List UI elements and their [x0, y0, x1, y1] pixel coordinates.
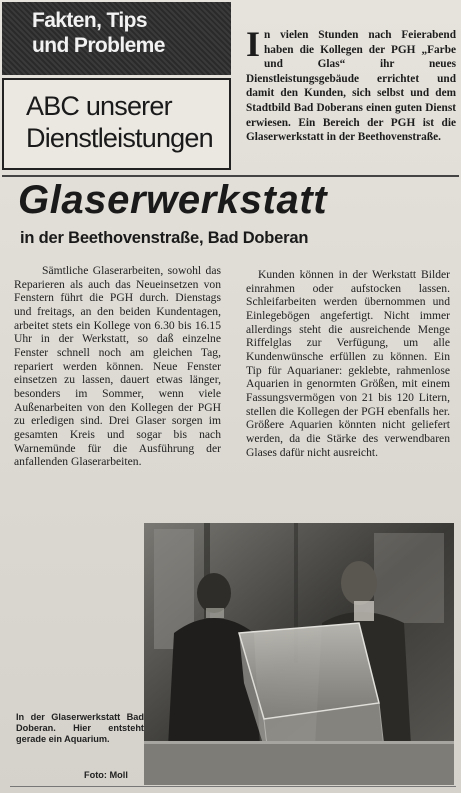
- divider-rule: [2, 175, 459, 177]
- intro-text: n vielen Stunden nach Feierabend haben die Kollegen der PGH „Farbe und Glas“ ihr neues Dienstleistungsgebäude errichtet und damit den Kunden, sich selbst und dem Stadtbild Bad Doberans einen guten Dienst erwiesen. Ein Bereich der PGH ist die Glaserwerkstatt in der Beethovenstraße.: [246, 29, 456, 144]
- series-title-line2: und Probleme: [32, 34, 165, 57]
- photo-credit: Foto: Moll: [84, 770, 128, 780]
- article-column-2: Kunden können in der Werkstatt Bilder einrahmen oder aufstocken lassen. Schleifarbeiten werden übernommen und Einlegebögen angefertigt. Nicht immer allerdings steht die ausreichende Menge Riffelglas zur Verfügung, um alle Kundenwünsche erfüllen zu können. Ein Tip für Aquarianer: geklebte, rahmenlose Aquarien in genormten Größen, mit einem Fassungsvermögen von 21 bis 120 Litern, stellen die Kollegen der PGH ebenfalls her. Größere Aquarien könnten nicht geliefert werden, da die Stärke des verwendbaren Glases dafür nicht ausreicht.: [246, 268, 450, 459]
- article-headline: Glaserwerkstatt: [18, 178, 328, 222]
- abc-title-box: [2, 78, 231, 170]
- series-title-line1: Fakten, Tips: [32, 9, 147, 32]
- bottom-rule: [10, 786, 456, 787]
- photo-caption: In der Glaserwerkstatt Bad Doberan. Hier entsteht gerade ein Aquarium.: [16, 712, 144, 745]
- intro-dropcap: I: [246, 24, 261, 64]
- series-title-banner: [2, 2, 231, 75]
- abc-title-line2: Dienstleistungen: [26, 123, 213, 153]
- article-column-1: Sämtliche Glaserarbeiten, sowohl das Reparieren als auch das Neueinsetzen von Fenstern führt die PGH durch. Dienstags und freitags, an den beiden Kundentagen, arbeitet stets ein Kollege von 6.30 bis 16.15 Uhr in der Werkstatt, so daß einzelne Fenster schnell noch am gleichen Tag, repariert werden können. Neue Fenster einsetzen zu lassen, dauert etwas länger, besonders im Sommer, wenn viele Außenarbeiten von den Kollegen der PGH zu erledigen sind. Drei Glaser sorgen im gesamten Kreis und sogar bis nach Warnemünde für die Ausführung der anfallenden Glaserarbeiten.: [14, 264, 221, 469]
- workshop-photo-image: [144, 523, 454, 785]
- abc-title-line1: ABC unserer: [26, 91, 172, 121]
- article-subheadline: in der Beethovenstraße, Bad Doberan: [20, 229, 309, 247]
- intro-paragraph: [246, 24, 456, 145]
- workshop-photo: [144, 523, 454, 785]
